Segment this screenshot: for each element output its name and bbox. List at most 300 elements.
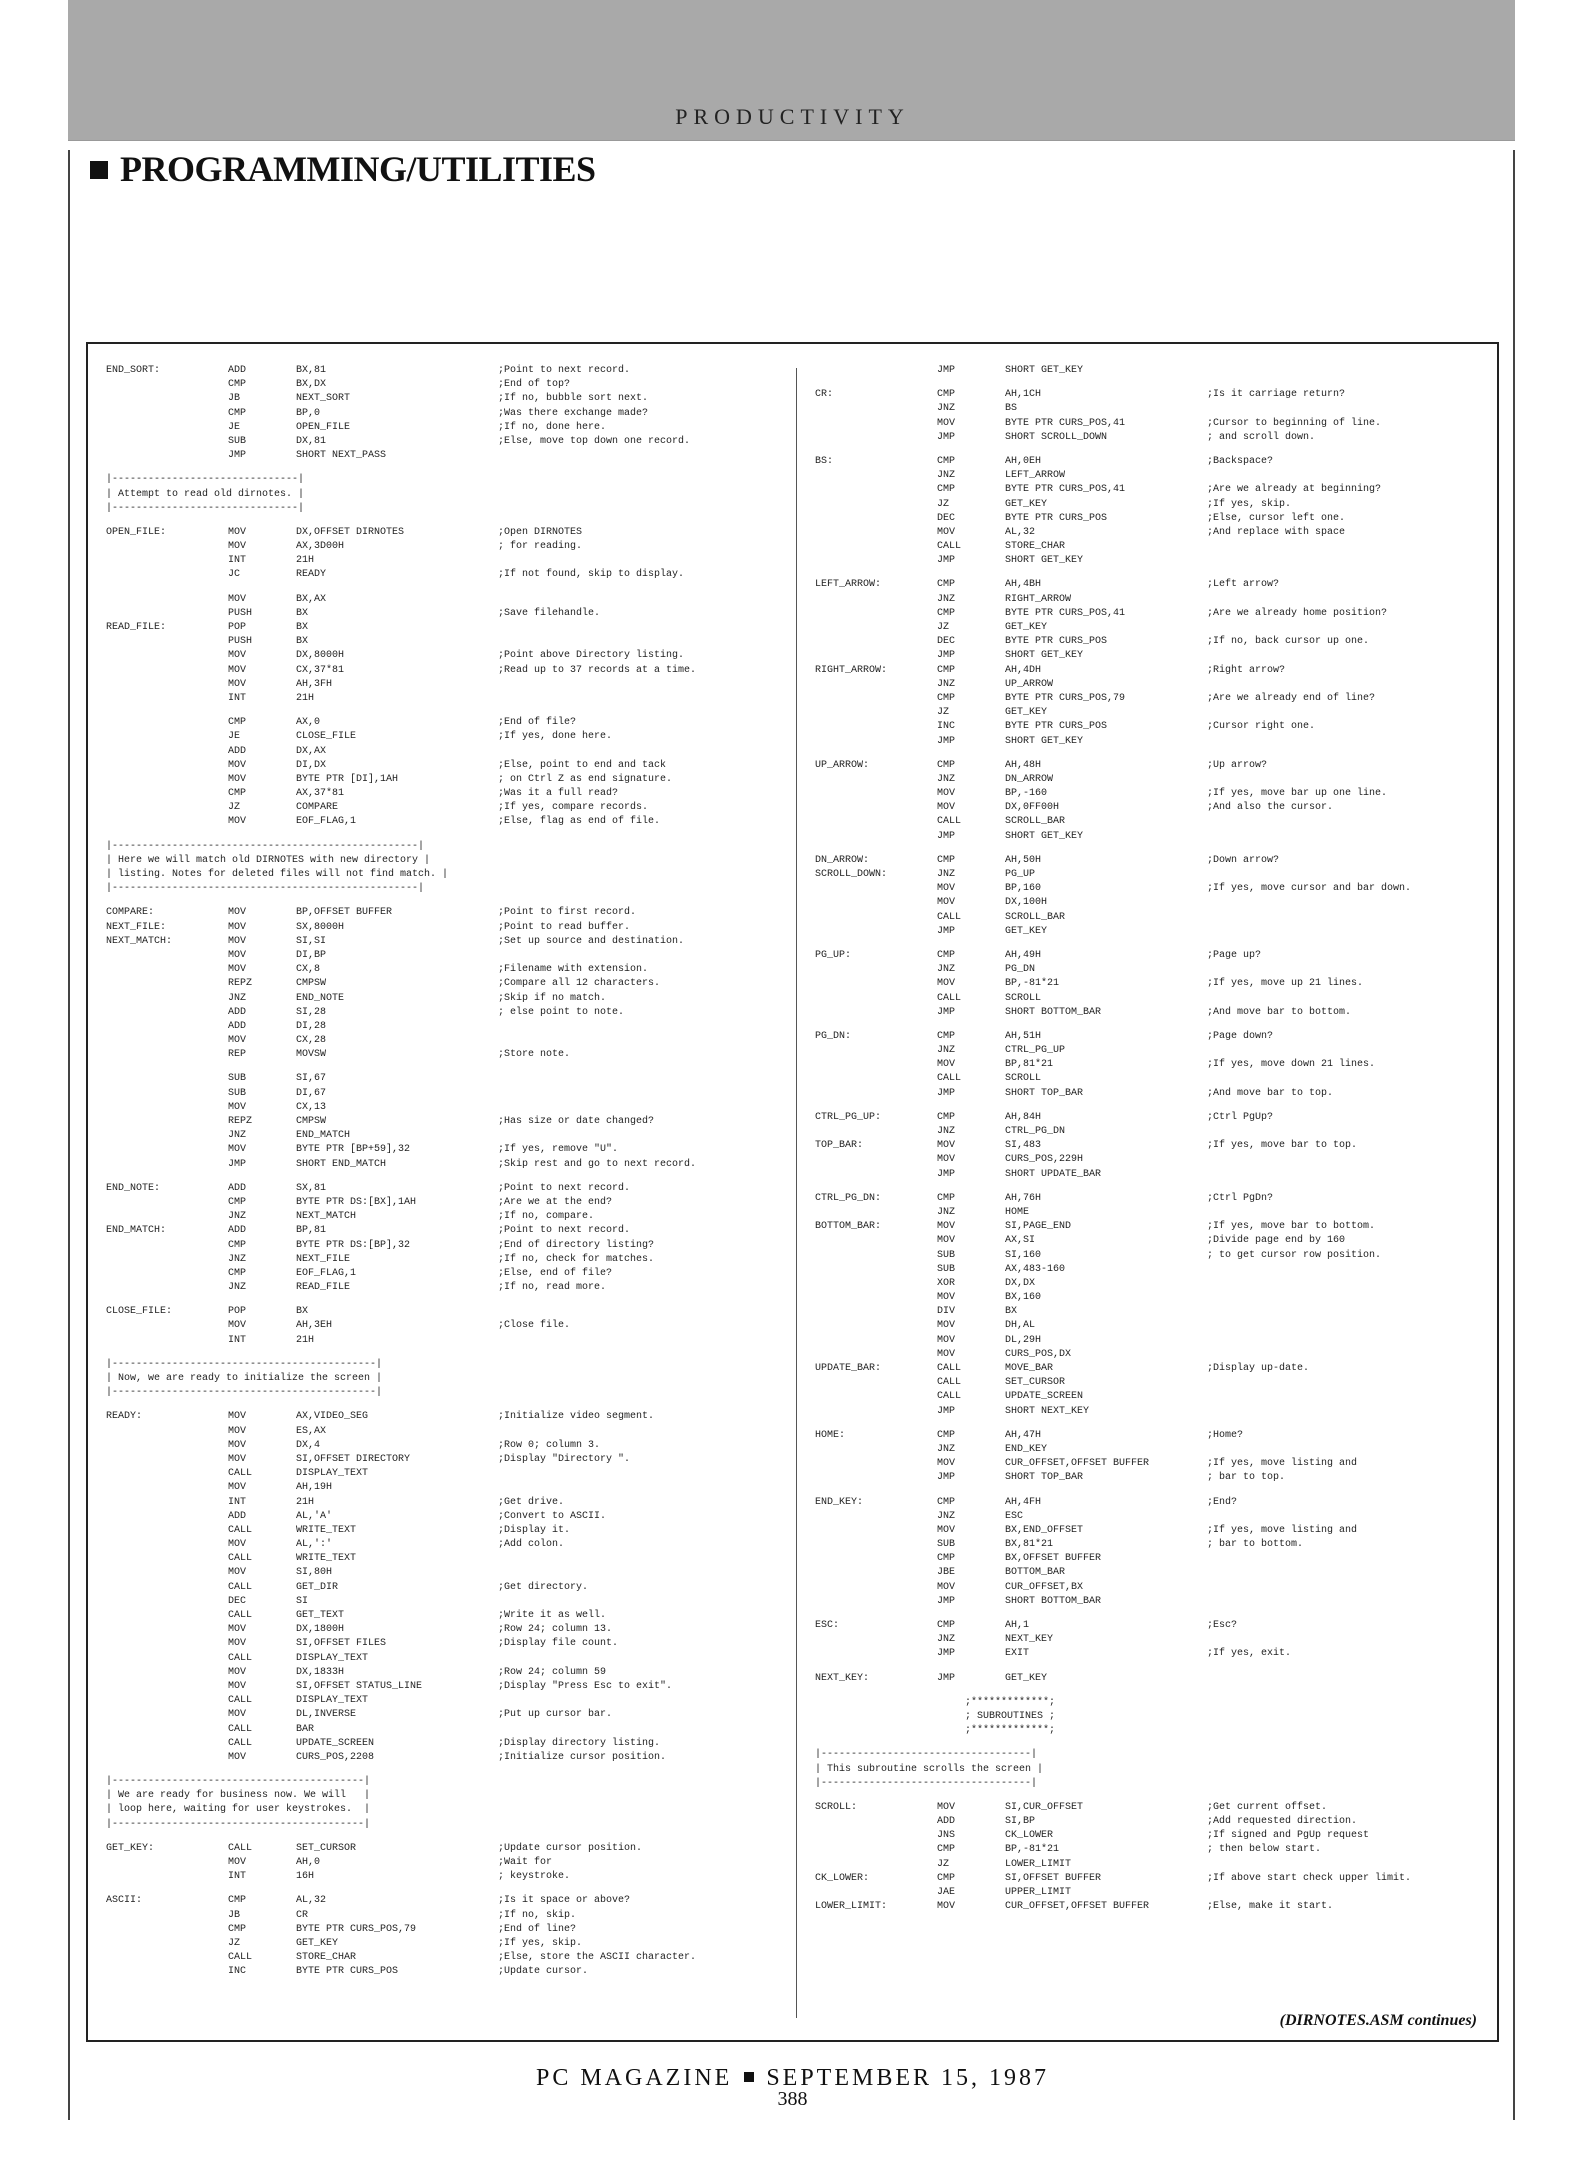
comment-box-line: | This subroutine scrolls the screen | (815, 1763, 1044, 1775)
code-opcode: INT (228, 1334, 247, 1346)
code-opcode: JNZ (228, 1130, 247, 1142)
code-opcode: SUB (228, 435, 247, 447)
code-operand: AH,0 (296, 1857, 321, 1868)
code-operand: GET_KEY (1005, 622, 1048, 633)
code-line (815, 1872, 1495, 1886)
code-opcode: MOV (937, 1348, 956, 1360)
code-comment: ;If yes, done here. (498, 731, 613, 743)
code-line (106, 977, 786, 991)
code-line (106, 1652, 786, 1666)
code-line (106, 526, 786, 540)
code-opcode: JB (228, 1909, 241, 1921)
code-operand: DX,0FF00H (1005, 802, 1060, 814)
code-line (815, 364, 1495, 378)
code-opcode: CMP (228, 1267, 247, 1279)
code-line (815, 1633, 1495, 1647)
code-opcode: REP (228, 1049, 247, 1061)
code-operand: BYTE PTR [DI],1AH (296, 773, 399, 785)
code-line (815, 1496, 1495, 1510)
code-line (106, 759, 786, 773)
code-comment: ;Display "Press Esc to exit". (498, 1680, 673, 1692)
code-line (815, 1843, 1495, 1857)
code-line (106, 435, 786, 449)
code-line (106, 649, 786, 663)
blank-line (106, 1832, 786, 1842)
code-operand: DX,4 (296, 1439, 321, 1451)
right-rule (1513, 150, 1515, 2120)
code-operand: ES,AX (296, 1425, 327, 1437)
code-operand: BX,81*21 (1005, 1539, 1054, 1551)
code-comment: ;If yes, skip. (498, 1937, 583, 1949)
code-comment: ;If yes, move down 21 lines. (1207, 1059, 1376, 1071)
code-line (106, 1143, 786, 1157)
blank-line (815, 1662, 1495, 1672)
code-operand: BX,OFFSET BUFFER (1005, 1553, 1102, 1565)
code-operand: GET_TEXT (296, 1610, 345, 1621)
code-operand: AH,3FH (296, 678, 333, 690)
code-opcode: CALL (937, 992, 962, 1004)
blank-line (815, 1686, 1495, 1696)
code-label: NEXT_KEY: (815, 1672, 870, 1684)
code-line (106, 1305, 786, 1319)
code-operand: AL,32 (296, 1895, 327, 1907)
code-comment: ; then below start. (1207, 1844, 1322, 1856)
code-line (815, 1030, 1495, 1044)
code-label: READ_FILE: (106, 622, 167, 633)
code-opcode: CMP (228, 1239, 247, 1251)
code-line (106, 1334, 786, 1348)
code-opcode: ADD (228, 1182, 247, 1194)
code-comment: ;If no, compare. (498, 1211, 595, 1223)
code-comment: ;And replace with space (1207, 526, 1346, 538)
code-line (815, 621, 1495, 635)
code-operand: SHORT TOP_BAR (1005, 1087, 1084, 1099)
code-operand: CX,37*81 (296, 664, 345, 676)
code-operand: CLOSE_FILE (296, 731, 357, 743)
code-line (815, 593, 1495, 607)
code-line (815, 1249, 1495, 1263)
code-opcode: CALL (228, 1723, 253, 1735)
blank-line (815, 844, 1495, 854)
code-opcode: MOV (228, 1666, 247, 1678)
code-line (815, 963, 1495, 977)
code-operand: DX,1833H (296, 1666, 345, 1678)
code-label: CTRL_PG_UP: (815, 1111, 882, 1123)
blank-line (815, 1182, 1495, 1192)
code-comment: ;Compare all 12 characters. (498, 978, 661, 990)
code-opcode: MOV (937, 1334, 956, 1346)
code-opcode: JNZ (228, 1253, 247, 1265)
code-line (106, 1566, 786, 1580)
code-operand: SCROLL_BAR (1005, 911, 1066, 923)
code-operand: CX,8 (296, 964, 321, 976)
comment-box-line: | listing. Notes for deleted files will not find match. | (106, 869, 449, 880)
code-label: NEXT_FILE: (106, 921, 167, 933)
code-opcode: CALL (228, 1737, 253, 1749)
code-line (815, 854, 1495, 868)
code-line (815, 1362, 1495, 1376)
code-comment: ;Cursor to beginning of line. (1207, 417, 1382, 429)
code-operand: AX,VIDEO_SEG (296, 1411, 369, 1423)
code-line (106, 1239, 786, 1253)
code-comment: ;Esc? (1207, 1620, 1238, 1631)
code-operand: HOME (1005, 1206, 1030, 1218)
code-opcode: JMP (937, 365, 956, 376)
code-comment: ;If yes, move listing and (1207, 1524, 1358, 1536)
code-line (106, 540, 786, 554)
code-operand: SHORT BOTTOM_BAR (1005, 1595, 1102, 1607)
code-opcode: REPZ (228, 1116, 253, 1127)
code-comment: ;Close file. (498, 1320, 571, 1332)
code-operand: SI,28 (296, 1006, 327, 1018)
code-operand: SHORT GET_KEY (1005, 365, 1084, 376)
code-operand: BYTE PTR CURS_POS,79 (296, 1923, 417, 1935)
code-opcode: MOV (228, 1709, 247, 1721)
code-opcode: JNZ (937, 964, 956, 976)
code-operand: SCROLL_BAR (1005, 816, 1066, 828)
code-line (815, 483, 1495, 497)
code-operand: AH,76H (1005, 1192, 1042, 1204)
code-operand: AH,4FH (1005, 1496, 1042, 1508)
code-opcode: SUB (228, 1073, 247, 1085)
code-opcode: ADD (228, 1020, 247, 1032)
code-line (815, 1581, 1495, 1595)
code-label: UPDATE_BAR: (815, 1363, 882, 1374)
code-opcode: MOV (228, 1539, 247, 1551)
code-line (106, 678, 786, 692)
code-label: CTRL_PG_DN: (815, 1192, 882, 1204)
code-opcode: MOV (228, 1101, 247, 1113)
code-operand: BP,160 (1005, 883, 1042, 895)
code-operand: SHORT NEXT_PASS (296, 450, 387, 462)
code-operand: BX,160 (1005, 1292, 1042, 1304)
code-operand: 16H (296, 1871, 315, 1883)
code-comment: ;And also the cursor. (1207, 802, 1334, 814)
code-opcode: MOV (228, 759, 247, 771)
code-opcode: CMP (937, 1620, 956, 1631)
code-operand: SI,160 (1005, 1249, 1042, 1261)
code-line (815, 1390, 1495, 1404)
code-comment: ;Cursor right one. (1207, 721, 1316, 733)
code-operand: SI (296, 1595, 309, 1607)
code-opcode: JZ (228, 802, 241, 814)
code-operand: GET_KEY (1005, 1672, 1048, 1684)
code-opcode: CMP (228, 1895, 247, 1907)
code-opcode: MOV (228, 664, 247, 676)
code-comment: ;Point to next record. (498, 1182, 631, 1194)
blank-line (815, 1020, 1495, 1030)
code-operand: BX (296, 1306, 309, 1318)
code-comment: ;Initialize cursor position. (498, 1751, 667, 1763)
code-opcode: JZ (937, 707, 950, 719)
code-line (815, 1139, 1495, 1153)
code-label: COMPARE: (106, 907, 155, 919)
code-opcode: JMP (937, 650, 956, 662)
blank-line (106, 463, 786, 473)
code-comment: ; bar to bottom. (1207, 1539, 1304, 1551)
code-operand: BAR (296, 1723, 315, 1735)
code-label: NEXT_MATCH: (106, 935, 173, 947)
code-operand: UPDATE_SCREEN (1005, 1391, 1084, 1403)
code-comment: ;Open DIRNOTES (498, 526, 583, 538)
code-comment: ;If no, check for matches. (498, 1253, 655, 1265)
code-comment: ;Else, make it start. (1207, 1901, 1334, 1913)
code-operand: BP,0 (296, 407, 321, 419)
code-opcode: JNZ (937, 678, 956, 690)
code-line (106, 664, 786, 678)
code-opcode: CMP (937, 607, 956, 619)
code-line (106, 1467, 786, 1481)
code-comment: ;Filename with extension. (498, 964, 649, 976)
comment-box-line: |------------------------------------------| (106, 1776, 371, 1788)
code-opcode: CMP (228, 788, 247, 800)
code-line (106, 1510, 786, 1524)
code-line (815, 977, 1495, 991)
code-operand: DX,100H (1005, 897, 1048, 909)
code-operand: SX,8000H (296, 921, 345, 933)
code-operand: PG_UP (1005, 869, 1036, 880)
code-opcode: CALL (937, 911, 962, 923)
code-line (106, 921, 786, 935)
code-operand: DL,29H (1005, 1334, 1042, 1346)
code-opcode: POP (228, 1306, 247, 1318)
code-line (106, 1751, 786, 1765)
code-opcode: JBE (937, 1567, 956, 1579)
code-line (106, 407, 786, 421)
code-label: ESC: (815, 1620, 840, 1631)
code-operand: BP,OFFSET BUFFER (296, 907, 393, 919)
code-line (106, 1842, 786, 1856)
code-opcode: JNZ (937, 773, 956, 785)
code-line (815, 1234, 1495, 1248)
code-line (106, 1609, 786, 1623)
code-line (815, 949, 1495, 963)
code-operand: GET_KEY (296, 1937, 339, 1949)
code-label: UP_ARROW: (815, 759, 870, 771)
code-comment: ; else point to note. (498, 1006, 625, 1018)
code-opcode: CMP (937, 1030, 956, 1042)
code-operand: NEXT_KEY (1005, 1634, 1054, 1646)
code-label: LEFT_ARROW: (815, 579, 882, 591)
code-comment: ;If yes, remove "U". (498, 1144, 619, 1156)
code-line (106, 621, 786, 635)
code-opcode: MOV (937, 1320, 956, 1332)
code-operand: DI,28 (296, 1020, 327, 1032)
code-operand: GET_KEY (1005, 925, 1048, 937)
code-operand: AH,4DH (1005, 664, 1042, 676)
code-label: LOWER_LIMIT: (815, 1901, 888, 1913)
code-line (815, 925, 1495, 939)
code-comment: ; for reading. (498, 541, 583, 553)
code-opcode: ADD (228, 1006, 247, 1018)
code-opcode: JMP (937, 1405, 956, 1417)
code-line (106, 607, 786, 621)
code-operand: BYTE PTR DS:[BX],1AH (296, 1196, 417, 1208)
code-operand: BYTE PTR CURS_POS,41 (1005, 607, 1126, 619)
section-title-text: PROGRAMMING/UTILITIES (120, 149, 596, 189)
code-opcode: CALL (228, 1524, 253, 1536)
blank-line (106, 1400, 786, 1410)
code-comment: ;Else, end of file? (498, 1267, 613, 1279)
comment-box-line: | Now, we are ready to initialize the screen | (106, 1373, 383, 1384)
code-comment: ;Point to read buffer. (498, 921, 631, 933)
code-line (815, 992, 1495, 1006)
code-opcode: MOV (228, 1439, 247, 1451)
code-comment: ;Are we already at beginning? (1207, 484, 1382, 496)
code-operand: AX,37*81 (296, 788, 345, 800)
code-operand: DI,67 (296, 1087, 327, 1099)
code-comment: ;Is it carriage return? (1207, 389, 1346, 401)
code-opcode: JE (228, 731, 241, 743)
code-comment: ;Ctrl PgDn? (1207, 1192, 1274, 1204)
code-operand: SI,67 (296, 1073, 327, 1085)
code-label: ASCII: (106, 1895, 143, 1907)
code-opcode: MOV (228, 1425, 247, 1437)
code-operand: 21H (296, 1496, 315, 1508)
code-opcode: MOV (228, 650, 247, 662)
continues-note: (DIRNOTES.ASM continues) (1279, 2012, 1477, 2029)
code-label: HOME: (815, 1429, 846, 1441)
code-line (815, 1376, 1495, 1390)
code-operand: CMPSW (296, 1116, 327, 1127)
code-opcode: JZ (228, 1937, 241, 1949)
code-operand: 21H (296, 1334, 315, 1346)
code-comment: ;If no, done here. (498, 421, 607, 433)
code-operand: SI,SI (296, 935, 327, 947)
code-comment: ;Are we at the end? (498, 1196, 613, 1208)
code-operand: READ_FILE (296, 1282, 351, 1294)
code-opcode: DEC (937, 636, 956, 648)
code-operand: UP_ARROW (1005, 678, 1054, 690)
code-opcode: MOV (937, 1235, 956, 1247)
code-comment: ;Put up cursor bar. (498, 1709, 613, 1721)
code-operand: AL,'A' (296, 1510, 333, 1522)
code-operand: END_KEY (1005, 1443, 1048, 1455)
code-line (106, 1870, 786, 1884)
code-opcode: MOV (228, 678, 247, 690)
code-opcode: JNZ (937, 1126, 956, 1137)
code-comment: ;If yes, skip. (1207, 498, 1292, 510)
code-comment: ;If yes, compare records. (498, 802, 649, 814)
listing-column-right (815, 364, 1495, 1914)
code-operand: READY (296, 569, 327, 581)
blank-line (106, 830, 786, 840)
code-line (815, 1647, 1495, 1661)
code-opcode: MOV (228, 921, 247, 933)
code-operand: AH,19H (296, 1482, 333, 1494)
code-comment: ;If signed and PgUp request (1207, 1830, 1370, 1842)
code-opcode: MOV (937, 1524, 956, 1536)
code-operand: AH,49H (1005, 949, 1042, 961)
code-opcode: CMP (937, 1872, 956, 1884)
code-opcode: CMP (937, 1192, 956, 1204)
code-comment: ;Up arrow? (1207, 759, 1268, 771)
code-operand: SI,PAGE_END (1005, 1221, 1072, 1233)
code-line (815, 787, 1495, 801)
code-opcode: PUSH (228, 607, 253, 619)
code-line (815, 388, 1495, 402)
code-opcode: MOV (228, 1144, 247, 1156)
code-line (106, 1253, 786, 1267)
code-opcode: CALL (228, 1695, 253, 1707)
code-operand: SHORT END_MATCH (296, 1158, 387, 1170)
code-operand: BX,81 (296, 365, 327, 376)
code-line (815, 417, 1495, 431)
code-operand: BX (1005, 1306, 1018, 1318)
code-line (815, 578, 1495, 592)
code-operand: DI,DX (296, 759, 327, 771)
code-line (815, 678, 1495, 692)
code-operand: BP,-160 (1005, 788, 1048, 800)
code-operand: SI,OFFSET BUFFER (1005, 1872, 1102, 1884)
code-opcode: JMP (937, 830, 956, 842)
code-comment: ;End of directory listing? (498, 1239, 655, 1251)
code-opcode: MOV (228, 1567, 247, 1579)
code-operand: SHORT GET_KEY (1005, 555, 1084, 567)
code-opcode: CALL (228, 1842, 253, 1854)
code-operand: BP,81 (296, 1225, 327, 1237)
blank-line (106, 1884, 786, 1894)
code-line (815, 1153, 1495, 1167)
code-comment: ;End of file? (498, 717, 577, 729)
code-line (106, 1937, 786, 1951)
code-opcode: CMP (937, 455, 956, 467)
code-listing (86, 342, 1499, 2042)
code-comment: ;If yes, move up 21 lines. (1207, 978, 1364, 990)
code-line (815, 815, 1495, 829)
code-opcode: MOV (228, 816, 247, 828)
code-opcode: CALL (228, 1581, 253, 1593)
code-opcode: JNZ (937, 403, 956, 415)
code-operand: AX,483-160 (1005, 1263, 1066, 1275)
code-operand: NEXT_SORT (296, 393, 351, 405)
code-opcode: MOV (228, 1680, 247, 1692)
code-operand: CX,28 (296, 1035, 327, 1047)
code-operand: GET_KEY (1005, 707, 1048, 719)
code-operand: SET_CURSOR (296, 1842, 357, 1854)
code-operand: BX (296, 636, 309, 648)
code-line (106, 1581, 786, 1595)
code-operand: DL,INVERSE (296, 1709, 357, 1721)
blank-line (106, 1172, 786, 1182)
code-line (815, 1006, 1495, 1020)
code-opcode: MOV (228, 907, 247, 919)
code-line (106, 906, 786, 920)
code-line (815, 1566, 1495, 1580)
code-opcode: ADD (228, 745, 247, 757)
code-line (815, 720, 1495, 734)
code-opcode: MOV (937, 1458, 956, 1470)
code-comment: ;Display "Directory ". (498, 1453, 631, 1465)
blank-line (815, 749, 1495, 759)
code-comment: ;Write it as well. (498, 1610, 607, 1621)
code-opcode: CMP (937, 1496, 956, 1508)
code-opcode: CMP (937, 484, 956, 496)
code-operand: END_MATCH (296, 1130, 351, 1142)
comment-box-line: | loop here, waiting for user keystrokes. | (106, 1804, 371, 1816)
code-operand: BS (1005, 403, 1018, 415)
code-line (106, 1182, 786, 1196)
code-operand: DH,AL (1005, 1320, 1036, 1332)
code-opcode: CALL (937, 1363, 962, 1374)
code-operand: SX,81 (296, 1182, 327, 1194)
comment-box-line: | Here we will match old DIRNOTES with new directory | (106, 854, 431, 866)
blank-line (815, 1486, 1495, 1496)
left-rule (68, 150, 70, 2120)
code-line (106, 1737, 786, 1751)
code-comment: ;Get drive. (498, 1496, 565, 1508)
code-opcode: MOV (228, 1411, 247, 1423)
